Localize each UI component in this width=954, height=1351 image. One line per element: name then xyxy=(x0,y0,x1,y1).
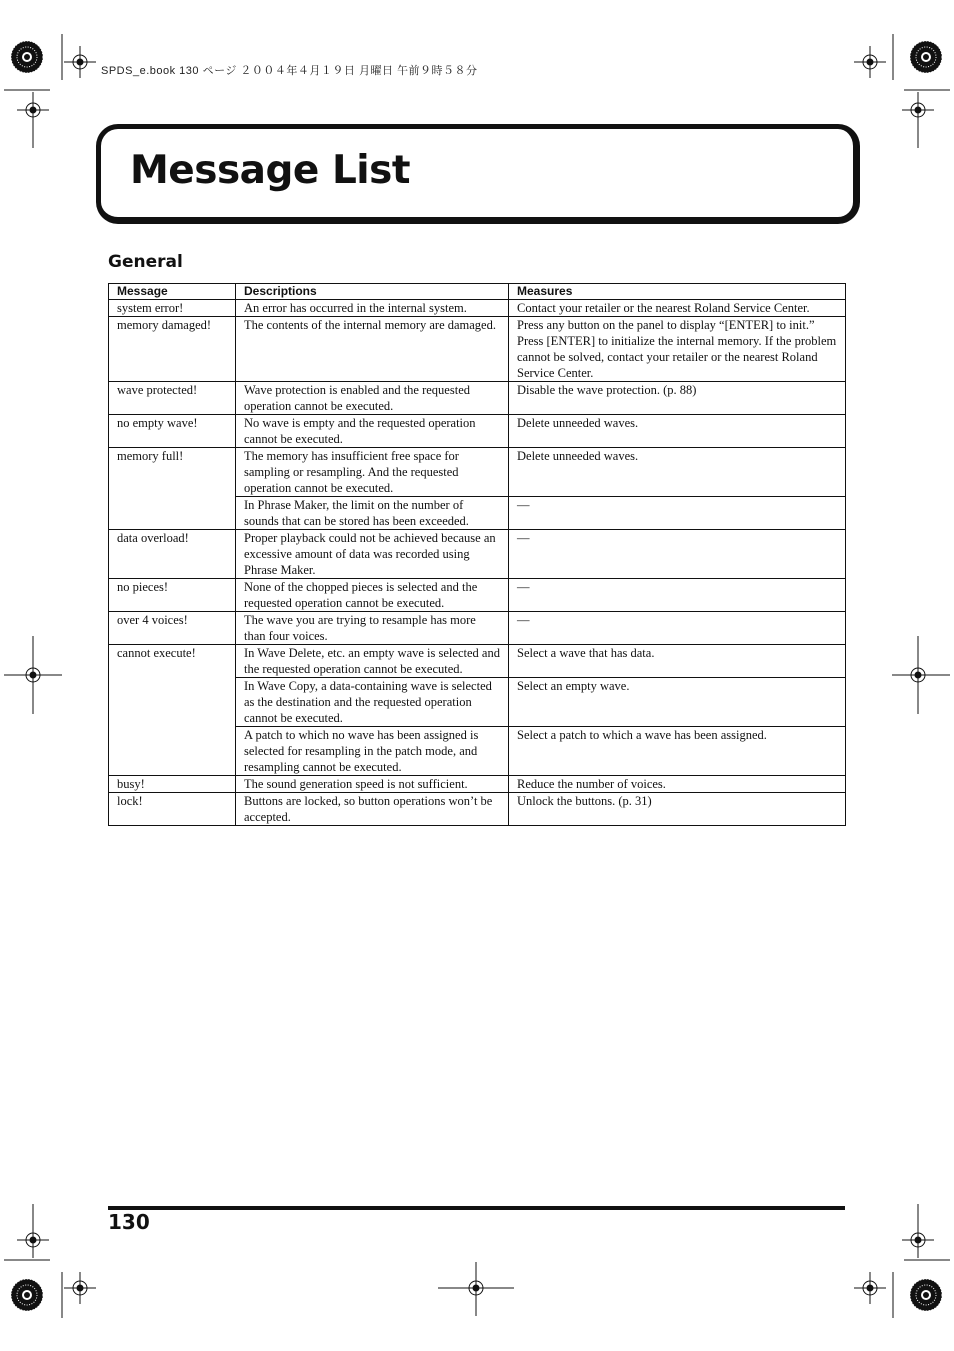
page-number: 130 xyxy=(108,1210,150,1234)
description-cell: In Wave Copy, a data-containing wave is selected as the destination and the requested operation cannot be executed. xyxy=(236,678,509,727)
measure-cell: — xyxy=(509,579,846,612)
measure-cell: Delete unneeded waves. xyxy=(509,448,846,497)
description-cell: In Wave Delete, etc. an empty wave is selected and the requested operation cannot be executed. xyxy=(236,645,509,678)
description-cell: Buttons are locked, so button operations won’t be accepted. xyxy=(236,793,509,826)
section-heading: General xyxy=(108,252,183,272)
description-cell: Wave protection is enabled and the requested operation cannot be executed. xyxy=(236,382,509,415)
measure-cell: Reduce the number of voices. xyxy=(509,776,846,793)
message-cell: memory damaged! xyxy=(109,317,236,382)
message-cell: system error! xyxy=(109,300,236,317)
message-cell: memory full! xyxy=(109,448,236,530)
table-row xyxy=(109,382,846,415)
measure-cell: — xyxy=(509,530,846,579)
description-cell: A patch to which no wave has been assigned is selected for resampling in the patch mode, and resampling cannot be executed. xyxy=(236,727,509,776)
description-cell: None of the chopped pieces is selected and the requested operation cannot be executed. xyxy=(236,579,509,612)
description-cell: Proper playback could not be achieved because an excessive amount of data was recorded using Phrase Maker. xyxy=(236,530,509,579)
message-cell: lock! xyxy=(109,793,236,826)
description-cell: No wave is empty and the requested operation cannot be executed. xyxy=(236,415,509,448)
description-cell: The sound generation speed is not sufficient. xyxy=(236,776,509,793)
table-row xyxy=(109,415,846,448)
message-table-body xyxy=(109,300,846,826)
measure-cell: Press any button on the panel to display “[ENTER] to init.” Press [ENTER] to initialize the internal memory. If the problem cannot be solved, contact your retailer or the nearest Roland Service Center. xyxy=(509,317,846,382)
page-title: Message List xyxy=(130,148,411,193)
table-row xyxy=(109,448,846,497)
print-header: SPDS_e.book 130 ページ ２００４年４月１９日 月曜日 午前９時５８分 xyxy=(101,65,478,77)
message-cell: over 4 voices! xyxy=(109,612,236,645)
message-cell: data overload! xyxy=(109,530,236,579)
message-cell: cannot execute! xyxy=(109,645,236,776)
footer-rule xyxy=(108,1206,845,1210)
description-cell: An error has occurred in the internal system. xyxy=(236,300,509,317)
description-cell: The memory has insufficient free space for sampling or resampling. And the requested operation cannot be executed. xyxy=(236,448,509,497)
description-cell: The contents of the internal memory are damaged. xyxy=(236,317,509,382)
table-row xyxy=(109,612,846,645)
measure-cell: Select a patch to which a wave has been assigned. xyxy=(509,727,846,776)
message-cell: no empty wave! xyxy=(109,415,236,448)
measure-cell: Delete unneeded waves. xyxy=(509,415,846,448)
measure-cell: — xyxy=(509,497,846,530)
table-row xyxy=(109,793,846,826)
table-header-row xyxy=(109,284,846,300)
measure-cell: Select a wave that has data. xyxy=(509,645,846,678)
measure-cell: Contact your retailer or the nearest Roland Service Center. xyxy=(509,300,846,317)
message-cell: no pieces! xyxy=(109,579,236,612)
description-cell: The wave you are trying to resample has more than four voices. xyxy=(236,612,509,645)
message-cell: wave protected! xyxy=(109,382,236,415)
table-row xyxy=(109,317,846,382)
table-row xyxy=(109,300,846,317)
table-row xyxy=(109,645,846,678)
table-row xyxy=(109,776,846,793)
message-table xyxy=(108,283,846,826)
table-row xyxy=(109,579,846,612)
column-header-descriptions: Descriptions xyxy=(236,284,509,300)
measure-cell: Disable the wave protection. (p. 88) xyxy=(509,382,846,415)
message-cell: busy! xyxy=(109,776,236,793)
measure-cell: Unlock the buttons. (p. 31) xyxy=(509,793,846,826)
column-header-measures: Measures xyxy=(509,284,846,300)
table-row xyxy=(109,530,846,579)
description-cell: In Phrase Maker, the limit on the number of sounds that can be stored has been exceeded. xyxy=(236,497,509,530)
measure-cell: Select an empty wave. xyxy=(509,678,846,727)
measure-cell: — xyxy=(509,612,846,645)
column-header-message: Message xyxy=(109,284,236,300)
